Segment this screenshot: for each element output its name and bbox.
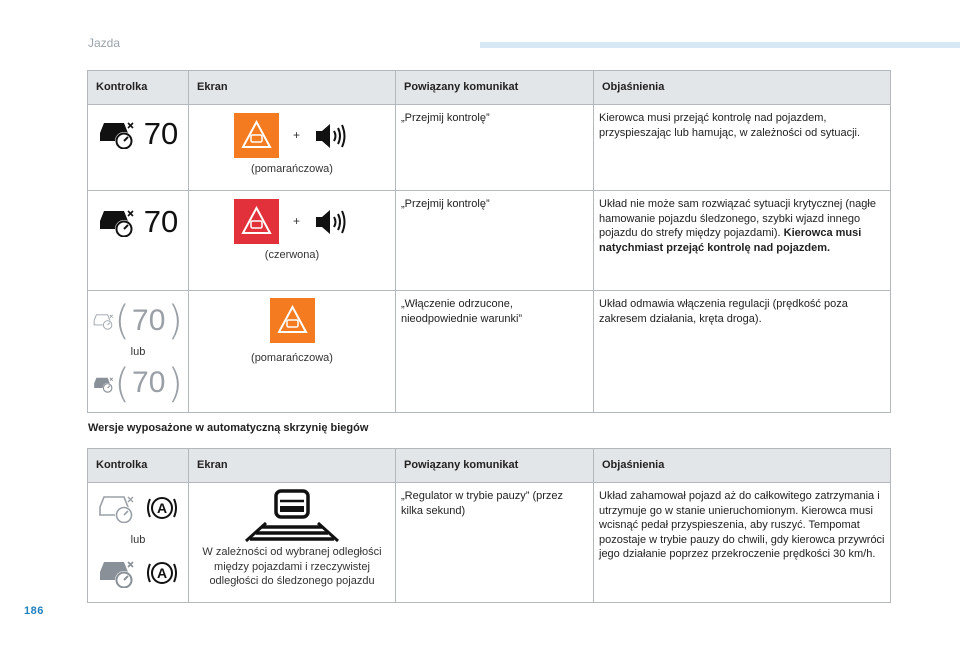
speed-value: 70: [132, 303, 166, 337]
ekran-cell: [189, 291, 396, 413]
header-ekran: Ekran: [189, 449, 396, 483]
auto-a-icon: [146, 493, 178, 523]
plus-sign: +: [292, 214, 300, 229]
message-text: „Przejmij kontrolę”: [396, 105, 594, 191]
kontrolka-cell: [88, 191, 189, 291]
header-komunikat: Powiązany komunikat: [396, 449, 594, 483]
page-number: 186: [24, 605, 44, 617]
warning-car-icon: [234, 113, 279, 158]
kontrolka-cell: [88, 483, 189, 603]
car-speedometer-grey-icon: [98, 558, 136, 588]
message-text: „Przejmij kontrolę”: [396, 191, 594, 291]
ekran-cell: [189, 105, 396, 191]
table-automatic: [87, 448, 891, 603]
warning-car-icon: [234, 199, 279, 244]
paren-right: ): [167, 298, 183, 344]
screen-note: (pomarańczowa): [251, 163, 333, 175]
ekran-cell: [189, 191, 396, 291]
plus-sign: +: [292, 128, 300, 143]
message-text: „Regulator w trybie pauzy” (przez kilka sekund): [396, 483, 594, 603]
car-outline-speedometer-icon: [98, 493, 136, 523]
paren-left: (: [114, 298, 131, 344]
header-kontrolka: Kontrolka: [88, 449, 189, 483]
auto-letter: A: [156, 564, 168, 581]
car-speedometer-icon: [98, 119, 136, 149]
explanation-cell: [594, 191, 891, 291]
explanation-text: Układ zahamował pojazd aż do całkowitego zatrzymania i utrzymuje go w stanie unieruchomionym. Kierowca musi wcisnąć pedał przyspieszenia, aby ruszyć. Tempomat pozostaje w trybie pauzy do chwili, gdy kierowca przywróci jego działanie poprzez przekroczenie prędkości 30 km/h.: [594, 483, 891, 603]
kontrolka-cell: [88, 291, 189, 413]
speaker-icon: [314, 208, 350, 236]
speaker-icon: [314, 122, 350, 150]
explanation-text: Układ nie może sam rozwiązać sytuacji krytycznej (nagłe hamowanie pojazdu śledzonego, szybki wjazd innego pojazdu do strefy między pojazdami).: [599, 198, 876, 239]
section-title: Wersje wyposażone w automatyczną skrzynię biegów: [88, 422, 369, 434]
message-text: „Włączenie odrzucone, nieodpowiednie warunki”: [396, 291, 594, 413]
table-header-row: [88, 449, 891, 483]
screen-note: W zależności od wybranej odległości między pojazdami i rzeczywistej odległości do śledzonego pojazdu: [202, 546, 382, 587]
table-row: [88, 105, 891, 191]
table-warnings: [87, 70, 891, 413]
paren-right: ): [167, 360, 183, 407]
speed-value: 70: [143, 203, 179, 239]
ekran-cell: [189, 483, 396, 603]
warning-car-icon: [270, 298, 315, 343]
header-title: Jazda: [88, 36, 121, 50]
table-row: [88, 483, 891, 603]
explanation-cell: [594, 105, 891, 191]
speed-value: 70: [143, 115, 179, 151]
auto-a-icon: [146, 558, 178, 588]
screen-note: (czerwona): [264, 249, 320, 261]
or-label: lub: [130, 346, 146, 358]
explanation-bold: Kierowca musi natychmiast przejąć kontrolę nad pojazdem.: [599, 227, 862, 254]
table-row: [88, 191, 891, 291]
table-row: [88, 291, 891, 413]
car-outline-speedometer-icon: [93, 306, 114, 336]
car-speedometer-grey-icon: [93, 369, 114, 399]
header-komunikat: Powiązany komunikat: [396, 71, 594, 105]
header-bar: [480, 42, 960, 48]
distance-road-icon: [244, 489, 340, 543]
or-label: lub: [130, 534, 146, 546]
header-objasnienia: Objaśnienia: [594, 71, 891, 105]
header-objasnienia: Objaśnienia: [594, 449, 891, 483]
screen-note: (pomarańczowa): [251, 352, 333, 364]
explanation-text: Układ odmawia włączenia regulacji (prędkość poza zakresem działania, kręta droga).: [594, 291, 891, 413]
speed-value: 70: [132, 366, 166, 400]
table-header-row: [88, 71, 891, 105]
header-ekran: Ekran: [189, 71, 396, 105]
paren-left: (: [114, 360, 131, 407]
auto-letter: A: [156, 500, 168, 516]
kontrolka-cell: [88, 105, 189, 191]
header-kontrolka: Kontrolka: [88, 71, 189, 105]
car-speedometer-icon: [98, 207, 136, 237]
explanation-text: Kierowca musi przejąć kontrolę nad pojazdem, przyspieszając lub hamując, w zależności od sytuacji.: [599, 112, 861, 139]
